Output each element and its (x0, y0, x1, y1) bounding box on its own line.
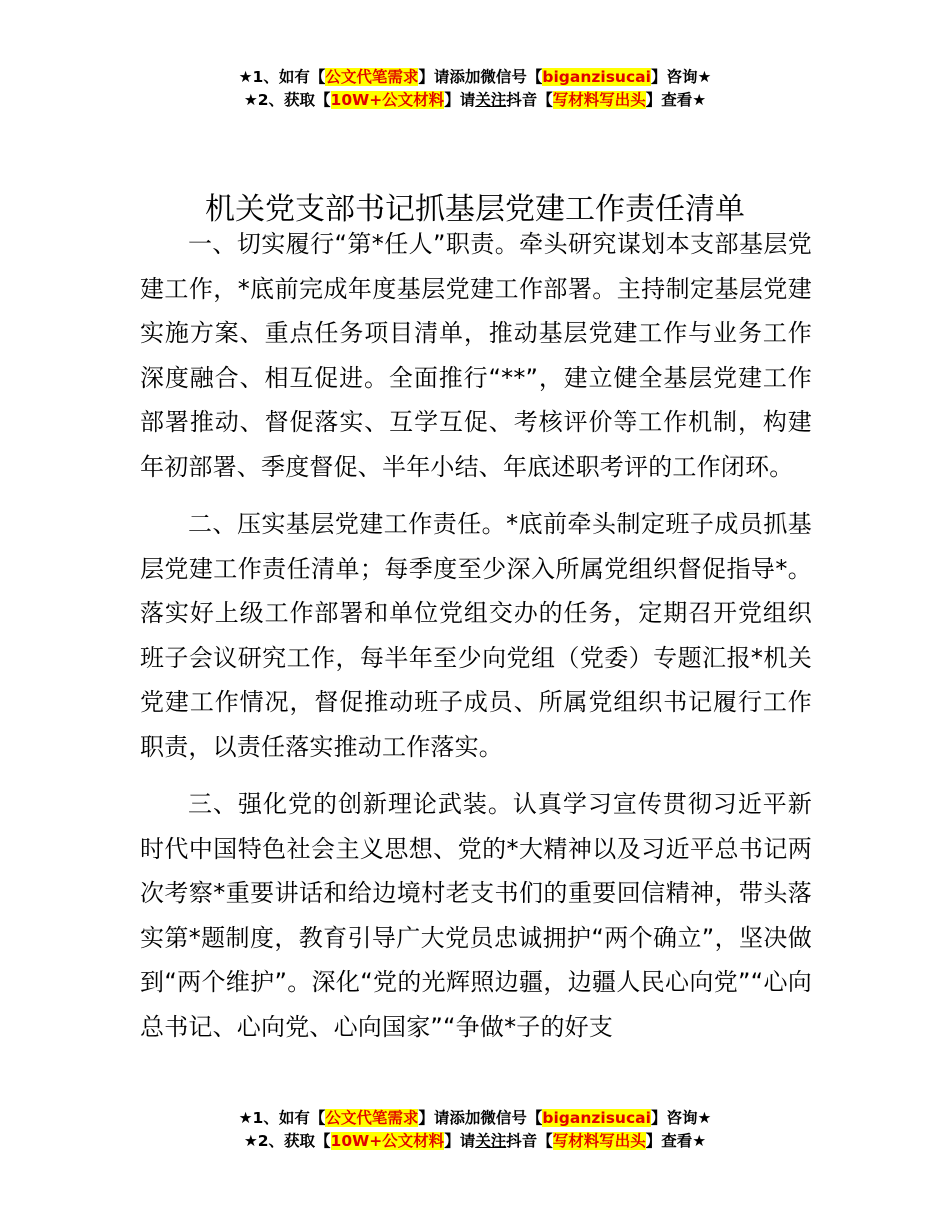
highlight-wechat-id: biganzisucai (542, 68, 651, 86)
highlight-service: 公文代笔需求 (325, 68, 419, 86)
highlight-douyin: 写材料写出头 (552, 91, 646, 109)
underlined-follow: 关注 (475, 91, 507, 109)
highlight-materials: 10W+公文材料 (330, 1132, 445, 1150)
highlight-service: 公文代笔需求 (325, 1109, 419, 1127)
underlined-follow: 关注 (475, 1132, 507, 1150)
footer-line-2: ★2、获取【10W+公文材料】请关注抖音【写材料写出头】查看★ (243, 1132, 707, 1150)
document-title: 机关党支部书记抓基层党建工作责任清单 (205, 192, 745, 228)
highlight-materials: 10W+公文材料 (330, 91, 445, 109)
header-banner (0, 66, 950, 112)
banner-line-1: ★1、如有【公文代笔需求】请添加微信号【biganzisucai】咨询★ (238, 68, 712, 86)
footer-banner (0, 1107, 950, 1153)
document-body (140, 222, 812, 1062)
paragraph-3: 三、强化党的创新理论武装。认真学习宣传贯彻习近平新时代中国特色社会主义思想、党的*大精神以及习近平总书记两次考察*重要讲话和给边境村老支书们的重要回信精神，带头落实第*题制度，教育引导广大党员忠诚拥护“两个确立”，坚决做到“两个维护”。深化“党的光辉照边疆，边疆人民心向党”“心向总书记、心向党、心向国家”“争做*子的好支 (140, 790, 812, 1041)
paragraph-1: 一、切实履行“第*任人”职责。牵头研究谋划本支部基层党建工作，*底前完成年度基层党建工作部署。主持制定基层党建实施方案、重点任务项目清单，推动基层党建工作与业务工作深度融合、相互促进。全面推行“**”，建立健全基层党建工作部署推动、督促落实、互学互促、考核评价等工作机制，构建年初部署、季度督促、半年小结、年底述职考评的工作闭环。 (140, 230, 812, 481)
footer-line-1: ★1、如有【公文代笔需求】请添加微信号【biganzisucai】咨询★ (238, 1109, 712, 1127)
paragraph-2: 二、压实基层党建工作责任。*底前牵头制定班子成员抓基层党建工作责任清单；每季度至少深入所属党组织督促指导*。落实好上级工作部署和单位党组交办的任务，定期召开党组织班子会议研究工作，每半年至少向党组（党委）专题汇报*机关党建工作情况，督促推动班子成员、所属党组织书记履行工作职责，以责任落实推动工作落实。 (140, 510, 812, 761)
highlight-wechat-id: biganzisucai (542, 1109, 651, 1127)
highlight-douyin: 写材料写出头 (552, 1132, 646, 1150)
banner-line-2: ★2、获取【10W+公文材料】请关注抖音【写材料写出头】查看★ (243, 91, 707, 109)
